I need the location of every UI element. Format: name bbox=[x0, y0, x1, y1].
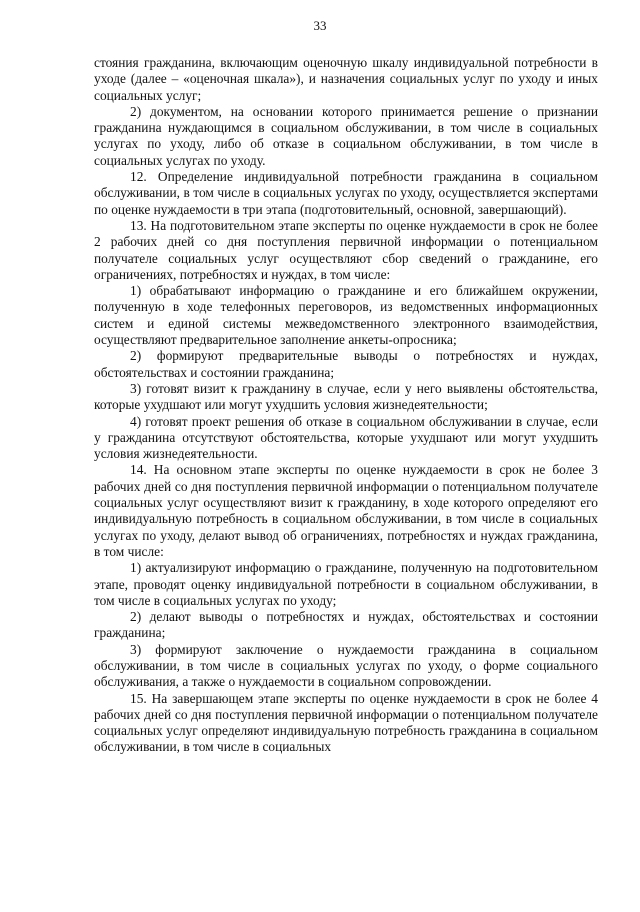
paragraph-clause-13-item-4: 4) готовят проект решения об отказе в социальном обслуживании в случае, если у гражданина отсутствуют обстоятельства, которые ухудшают или могут ухудшить условия жизнедеятельности. bbox=[94, 413, 598, 462]
paragraph-continuation: стояния гражданина, включающим оценочную шкалу индивидуальной потребности в уходе (далее – «оценочная шкала»), и назначения социальных услуг по уходу и иных социальных услуг; bbox=[94, 55, 598, 103]
paragraph-clause-13: 13. На подготовительном этапе эксперты по оценке нуждаемости в срок не более 2 рабочих дней со дня поступления первичной информации о потенциальном получателе социальных услуг осуществляют сбор сведений о гражданине, его ограничениях, потребностях и нуждах, в том числе: bbox=[94, 217, 598, 282]
paragraph-clause-14-item-3: 3) формируют заключение о нуждаемости гражданина в социальном обслуживании, в том числе в социальных услугах по уходу, о форме социального обслуживания, а также о нуждаемости в социальном сопровождении. bbox=[94, 641, 598, 690]
paragraph-item-2: 2) документом, на основании которого принимается решение о признании гражданина нуждающимся в социальном обслуживании, в том числе в социальных услугах по уходу, либо об отказе в социальном обслуживании, в том числе в социальных услугах по уходу. bbox=[94, 103, 598, 168]
page-number: 33 bbox=[313, 18, 327, 33]
paragraph-clause-13-item-3: 3) готовят визит к гражданину в случае, если у него выявлены обстоятельства, которые ухудшают или могут ухудшить условия жизнедеятельности; bbox=[94, 380, 598, 413]
paragraph-clause-12: 12. Определение индивидуальной потребности гражданина в социальном обслуживании, в том числе в социальных услугах по уходу, осуществляется экспертами по оценке нуждаемости в три этапа (подготовительный, основной, завершающий). bbox=[94, 169, 598, 217]
paragraph-clause-15: 15. На завершающем этапе эксперты по оценке нуждаемости в срок не более 4 рабочих дней со дня поступления первичной информации о потенциальном получателе социальных услуг определяют индивидуальную потребность гражданина в социальном обслуживании, в том числе в социальных bbox=[94, 690, 598, 755]
paragraph-clause-13-item-1: 1) обрабатывают информацию о гражданине и его ближайшем окружении, полученную в ходе телефонных переговоров, из ведомственных информационных систем и единой системы межведомственного электронного взаимодействия, осуществляют предварительное заполнение анкеты-опросника; bbox=[94, 283, 598, 348]
paragraph-clause-14: 14. На основном этапе эксперты по оценке нуждаемости в срок не более 3 рабочих дней со дня поступления первичной информации о потенциальном получателе социальных услуг осуществляют визит к гражданину, в ходе которого определяют его индивидуальную потребность в социальном обслуживании, в том числе в социальных услугах по уходу, делают вывод об ограничениях, потребностях и нуждах гражданина, в том числе: bbox=[94, 462, 598, 559]
paragraph-clause-14-item-1: 1) актуализируют информацию о гражданине, полученную на подготовительном этапе, проводят оценку индивидуальной потребности в социальном обслуживании, в том числе в социальных услугах по уходу; bbox=[94, 560, 598, 608]
paragraph-clause-14-item-2: 2) делают выводы о потребностях и нуждах, обстоятельствах и состоянии гражданина; bbox=[94, 609, 598, 641]
document-body bbox=[94, 55, 598, 756]
paragraph-clause-13-item-2: 2) формируют предварительные выводы о потребностях и нуждах, обстоятельствах и состоянии гражданина; bbox=[94, 348, 598, 380]
